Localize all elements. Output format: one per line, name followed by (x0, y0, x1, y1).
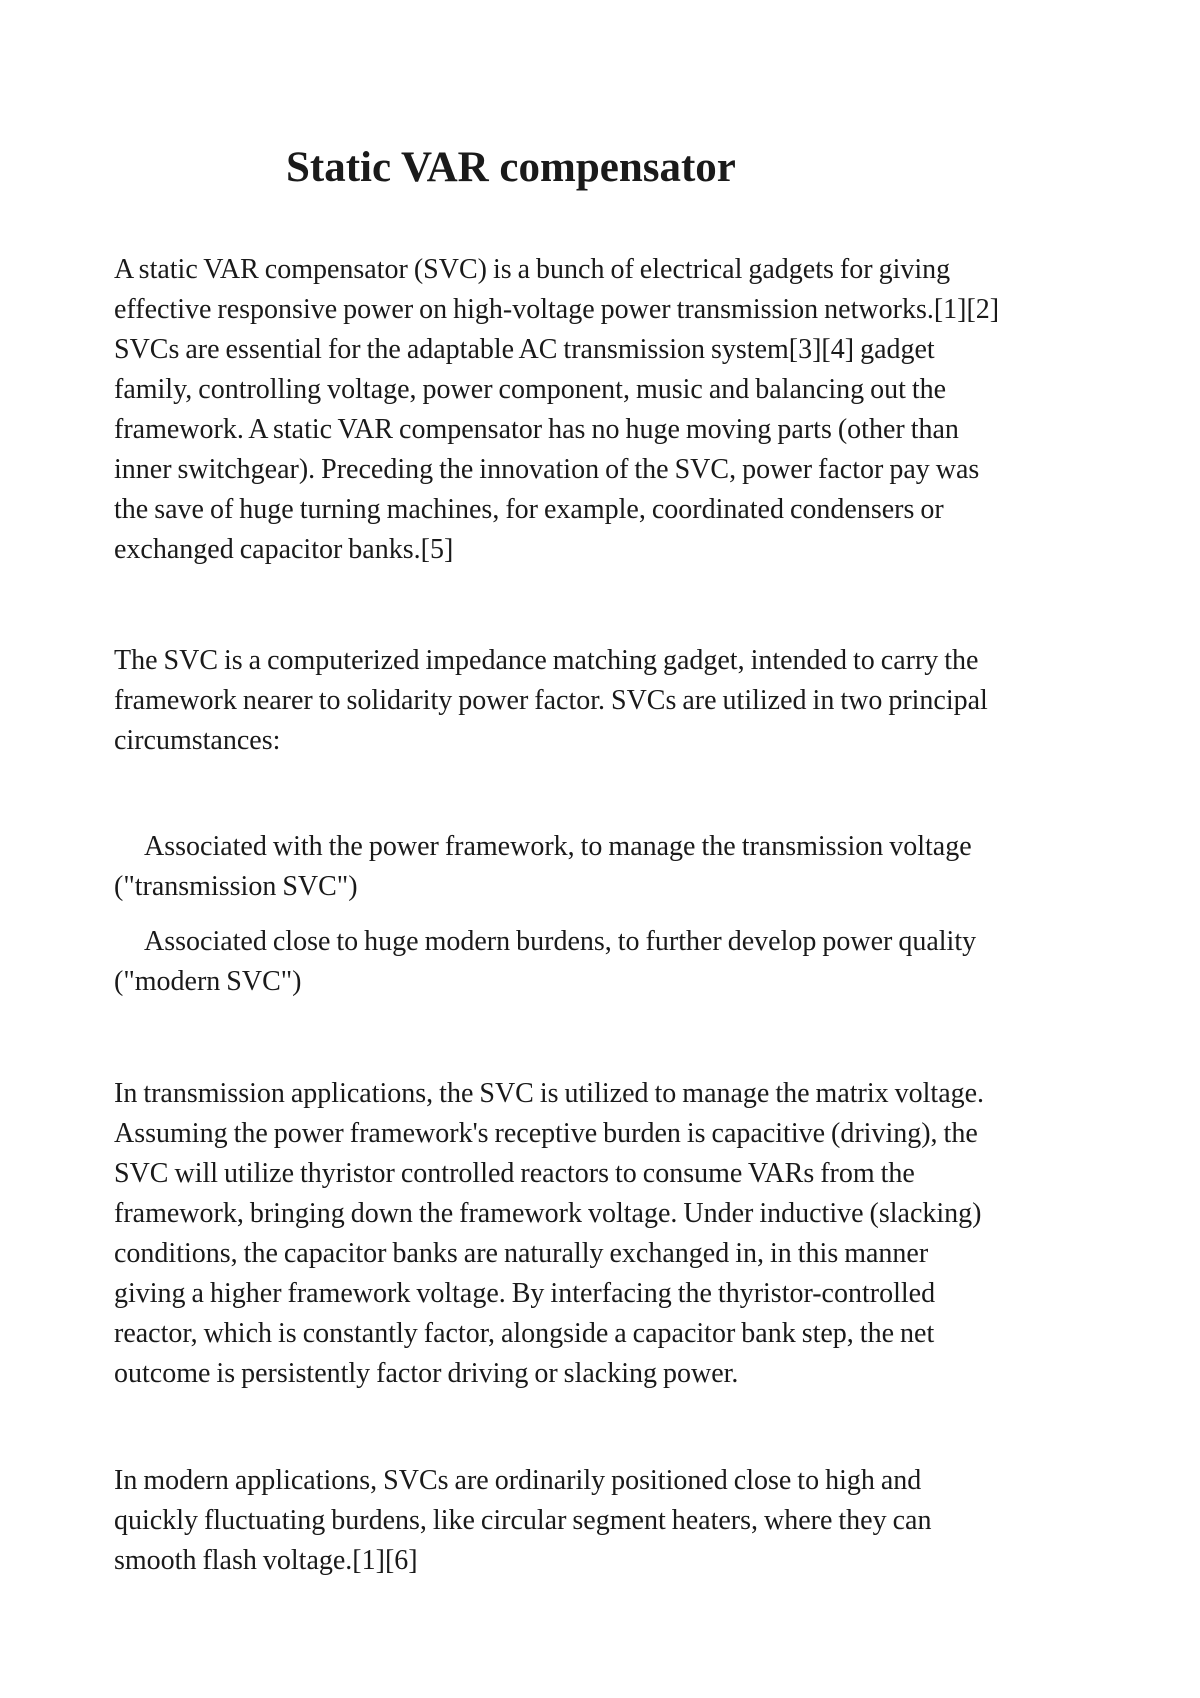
text-line: SVCs are essential for the adaptable AC transmission system[3][4] gadget (114, 334, 935, 365)
text-line: smooth flash voltage.[1][6] (114, 1545, 418, 1576)
text-line: Assuming the power framework's receptive burden is capacitive (driving), the (114, 1118, 978, 1149)
text-line: inner switchgear). Preceding the innovation of the SVC, power factor pay was (114, 454, 980, 485)
text-line: reactor, which is constantly factor, alongside a capacitor bank step, the net (114, 1318, 935, 1349)
text-line: A static VAR compensator (SVC) is a bunch of electrical gadgets for giving (114, 254, 951, 285)
text-line: framework nearer to solidarity power factor. SVCs are utilized in two principal (114, 685, 988, 716)
paragraph-introduction (114, 250, 1104, 570)
text-line: conditions, the capacitor banks are naturally exchanged in, in this manner (114, 1238, 929, 1269)
text-line: quickly fluctuating burdens, like circular segment heaters, where they can (114, 1505, 932, 1536)
text-line: ("transmission SVC") (114, 871, 358, 902)
text-line: effective responsive power on high-voltage power transmission networks.[1][2] (114, 294, 1000, 325)
paragraph-svc-purpose (114, 641, 1104, 761)
text-line: framework, bringing down the framework voltage. Under inductive (slacking) (114, 1198, 982, 1229)
text-line: Associated with the power framework, to manage the transmission voltage (144, 831, 972, 862)
text-line: The SVC is a computerized impedance matching gadget, intended to carry the (114, 645, 979, 676)
text-line: exchanged capacitor banks.[5] (114, 534, 454, 565)
document-title: Static VAR compensator (286, 144, 736, 191)
paragraph-transmission-applications (114, 1074, 1104, 1394)
text-line: family, controlling voltage, power component, music and balancing out the (114, 374, 947, 405)
text-line: Associated close to huge modern burdens, to further develop power quality (144, 926, 977, 957)
text-line: framework. A static VAR compensator has no huge moving parts (other than (114, 414, 959, 445)
paragraph-modern-applications (114, 1461, 1104, 1581)
text-line: circumstances: (114, 725, 281, 756)
text-line: SVC will utilize thyristor controlled reactors to consume VARs from the (114, 1158, 915, 1189)
text-line: In modern applications, SVCs are ordinarily positioned close to high and (114, 1465, 922, 1496)
text-line: the save of huge turning machines, for example, coordinated condensers or (114, 494, 944, 525)
list-item-modern-svc (114, 922, 1104, 1002)
text-line: ("modern SVC") (114, 966, 302, 997)
text-line: outcome is persistently factor driving or slacking power. (114, 1358, 739, 1389)
text-line: giving a higher framework voltage. By interfacing the thyristor-controlled (114, 1278, 936, 1309)
text-line: In transmission applications, the SVC is utilized to manage the matrix voltage. (114, 1078, 985, 1109)
list-item-transmission-svc (114, 827, 1104, 907)
